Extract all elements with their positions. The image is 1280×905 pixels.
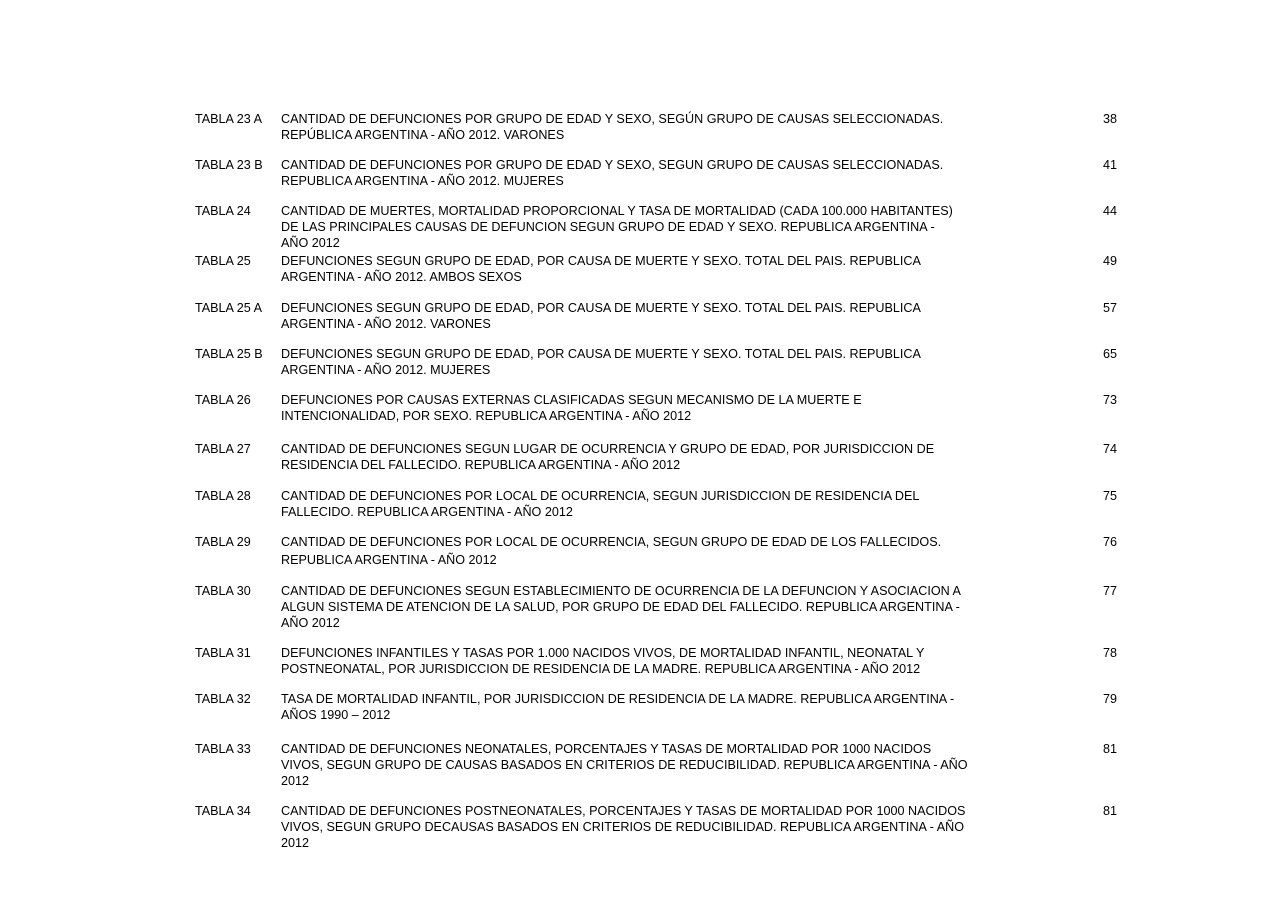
toc-title-line: AÑO 2012 xyxy=(281,615,340,630)
toc-title-line: CANTIDAD DE DEFUNCIONES NEONATALES, PORCENTAJES Y TASAS DE MORTALIDAD POR 1000 NACIDOS xyxy=(281,742,932,756)
toc-entry-title xyxy=(281,646,1037,678)
toc-title-line: CANTIDAD DE DEFUNCIONES SEGUN LUGAR DE OCURRENCIA Y GRUPO DE EDAD, POR JURISDICCION DE xyxy=(281,442,935,456)
toc-title-line: 2012 xyxy=(281,835,310,850)
toc-entry-label: TABLA 25 A xyxy=(195,301,262,315)
toc-title-line: DEFUNCIONES POR CAUSAS EXTERNAS CLASIFICADAS SEGUN MECANISMO DE LA MUERTE E xyxy=(281,393,862,407)
toc-entry-label: TABLA 30 xyxy=(195,584,251,598)
toc-entry-page: 41 xyxy=(1103,158,1118,172)
toc-entry-page: 38 xyxy=(1103,112,1118,126)
toc-entry-title xyxy=(281,393,1037,425)
toc-entry-title xyxy=(281,112,1037,144)
toc-entry-page: 76 xyxy=(1103,535,1118,549)
toc-title-line: CANTIDAD DE DEFUNCIONES POSTNEONATALES, PORCENTAJES Y TASAS DE MORTALIDAD POR 1000 NACIDOS xyxy=(281,804,966,818)
toc-entry-label: TABLA 25 xyxy=(195,254,251,268)
toc-title-line: REPÚBLICA ARGENTINA - AÑO 2012. VARONES xyxy=(281,127,565,142)
toc-entry-label: TABLA 25 B xyxy=(195,347,263,361)
toc-entry-label: TABLA 23 B xyxy=(195,158,263,172)
toc-title-line: POSTNEONATAL, POR JURISDICCION DE RESIDENCIA DE LA MADRE. REPUBLICA ARGENTINA - AÑO 2012 xyxy=(281,661,921,676)
toc-entry-page: 57 xyxy=(1103,301,1118,315)
toc-title-line: AÑOS 1990 – 2012 xyxy=(281,707,391,722)
toc-title-line: ALGUN SISTEMA DE ATENCION DE LA SALUD, POR GRUPO DE EDAD DEL FALLECIDO. REPUBLICA ARGENTINA - xyxy=(281,599,960,614)
toc-title-line: VIVOS, SEGUN GRUPO DE CAUSAS BASADOS EN CRITERIOS DE REDUCIBILIDAD. REPUBLICA ARGENTINA - AÑO xyxy=(281,757,968,772)
toc-entry-title xyxy=(281,692,1037,724)
toc-title-line: CANTIDAD DE DEFUNCIONES POR LOCAL DE OCURRENCIA, SEGUN JURISDICCION DE RESIDENCIA DEL xyxy=(281,489,920,503)
toc-entry-label: TABLA 26 xyxy=(195,393,251,407)
toc-title-line: CANTIDAD DE DEFUNCIONES POR GRUPO DE EDAD Y SEXO, SEGUN GRUPO DE CAUSAS SELECCIONADAS. xyxy=(281,158,944,172)
toc-entry-page: 79 xyxy=(1103,692,1118,706)
toc-title-line: ARGENTINA - AÑO 2012. MUJERES xyxy=(281,362,491,377)
toc-entry-label: TABLA 29 xyxy=(195,535,251,549)
toc-entry-title xyxy=(281,442,1037,474)
toc-entry-label: TABLA 23 A xyxy=(195,112,262,126)
toc-title-line: 2012 xyxy=(281,773,310,788)
toc-title-line: DEFUNCIONES SEGUN GRUPO DE EDAD, POR CAUSA DE MUERTE Y SEXO. TOTAL DEL PAIS. REPUBLICA xyxy=(281,254,921,268)
toc-title-line: DEFUNCIONES SEGUN GRUPO DE EDAD, POR CAUSA DE MUERTE Y SEXO. TOTAL DEL PAIS. REPUBLICA xyxy=(281,301,921,315)
toc-title-line: CANTIDAD DE DEFUNCIONES POR LOCAL DE OCURRENCIA, SEGUN GRUPO DE EDAD DE LOS FALLECIDOS. xyxy=(281,535,942,549)
toc-entry-page: 44 xyxy=(1103,204,1118,218)
toc-entry-title xyxy=(281,347,1037,379)
toc-entry-title xyxy=(281,158,1037,190)
toc-title-line: TASA DE MORTALIDAD INFANTIL, POR JURISDICCION DE RESIDENCIA DE LA MADRE. REPUBLICA ARGENTINA - xyxy=(281,692,955,706)
toc-title-line: ARGENTINA - AÑO 2012. VARONES xyxy=(281,316,491,331)
toc-entry-title xyxy=(281,584,1037,631)
toc-title-line: DEFUNCIONES INFANTILES Y TASAS POR 1.000 NACIDOS VIVOS, DE MORTALIDAD INFANTIL, NEONATAL Y xyxy=(281,646,925,660)
toc-entry-label: TABLA 33 xyxy=(195,742,251,756)
toc-entry-page: 75 xyxy=(1103,489,1118,503)
toc-entry-page: 74 xyxy=(1103,442,1118,456)
toc-entry-title xyxy=(281,804,1037,851)
toc-entry-title xyxy=(281,535,1037,569)
toc-entry-page: 81 xyxy=(1103,742,1118,756)
toc-title-line: RESIDENCIA DEL FALLECIDO. REPUBLICA ARGENTINA - AÑO 2012 xyxy=(281,457,681,472)
toc-entry-page: 73 xyxy=(1103,393,1118,407)
toc-title-line: CANTIDAD DE DEFUNCIONES POR GRUPO DE EDAD Y SEXO, SEGÚN GRUPO DE CAUSAS SELECCIONADAS. xyxy=(281,112,944,126)
toc-entry-label: TABLA 34 xyxy=(195,804,251,818)
toc-entry-label: TABLA 27 xyxy=(195,442,251,456)
toc-entry-title xyxy=(281,254,1037,286)
toc-title-line: AÑO 2012 xyxy=(281,235,340,250)
toc-title-line: FALLECIDO. REPUBLICA ARGENTINA - AÑO 2012 xyxy=(281,504,573,519)
toc-entry-title xyxy=(281,742,1037,789)
toc-entry-page: 77 xyxy=(1103,584,1118,598)
toc-entry-page: 81 xyxy=(1103,804,1118,818)
toc-entry-title xyxy=(281,489,1037,521)
toc-entry-label: TABLA 24 xyxy=(195,204,251,218)
toc-entry-label: TABLA 28 xyxy=(195,489,251,503)
toc-entry-page: 78 xyxy=(1103,646,1118,660)
toc-title-line: VIVOS, SEGUN GRUPO DECAUSAS BASADOS EN CRITERIOS DE REDUCIBILIDAD. REPUBLICA ARGENTINA - AÑO xyxy=(281,819,965,834)
toc-title-line: INTENCIONALIDAD, POR SEXO. REPUBLICA ARGENTINA - AÑO 2012 xyxy=(281,408,692,423)
toc-title-line: CANTIDAD DE DEFUNCIONES SEGUN ESTABLECIMIENTO DE OCURRENCIA DE LA DEFUNCION Y ASOCIACION A xyxy=(281,584,961,598)
toc-entry-page: 49 xyxy=(1103,254,1118,268)
toc-entry-label: TABLA 31 xyxy=(195,646,251,660)
toc-title-line: CANTIDAD DE MUERTES, MORTALIDAD PROPORCIONAL Y TASA DE MORTALIDAD (CADA 100.000 HABITANTES) xyxy=(281,204,953,218)
toc-title-line: DEFUNCIONES SEGUN GRUPO DE EDAD, POR CAUSA DE MUERTE Y SEXO. TOTAL DEL PAIS. REPUBLICA xyxy=(281,347,921,361)
toc-entry-page: 65 xyxy=(1103,347,1118,361)
toc-entry-title xyxy=(281,204,1037,251)
toc-title-line: REPUBLICA ARGENTINA - AÑO 2012. MUJERES xyxy=(281,173,564,188)
toc-entry-title xyxy=(281,301,1037,333)
toc-title-line: REPUBLICA ARGENTINA - AÑO 2012 xyxy=(281,553,497,568)
toc-entry-label: TABLA 32 xyxy=(195,692,251,706)
toc-title-line: ARGENTINA - AÑO 2012. AMBOS SEXOS xyxy=(281,269,522,284)
toc-title-line: DE LAS PRINCIPALES CAUSAS DE DEFUNCION SEGUN GRUPO DE EDAD Y SEXO. REPUBLICA ARGENTINA - xyxy=(281,219,935,234)
